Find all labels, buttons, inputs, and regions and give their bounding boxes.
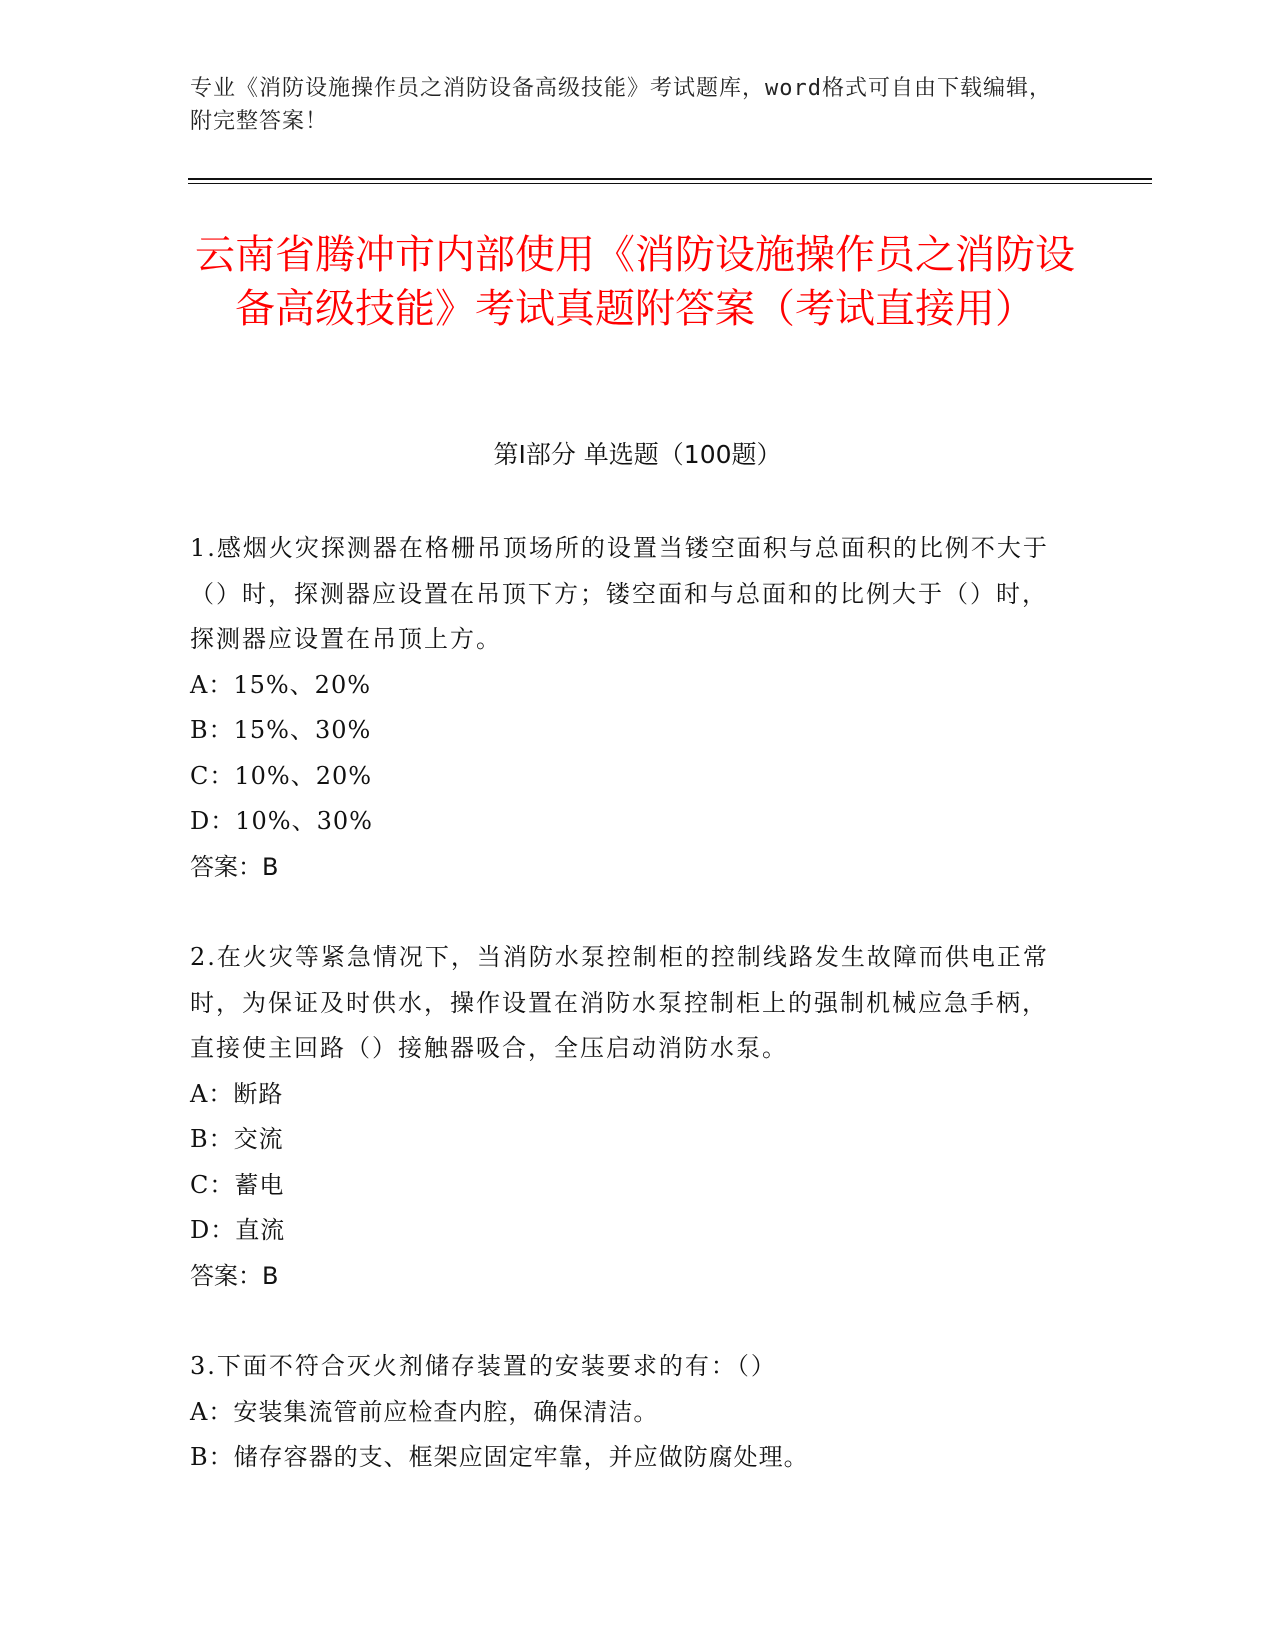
option-a: A：断路 (190, 1079, 284, 1108)
option-a: A：安装集流管前应检查内腔，确保清洁。 (190, 1397, 659, 1426)
header-divider (188, 178, 1152, 184)
option-b: B：交流 (190, 1125, 284, 1153)
section-title: 第I部分 单选题（100题） (493, 440, 782, 469)
question-stem: 1.感烟火灾探测器在格栅吊顶场所的设置当镂空面积与总面积的比例不大于（）时，探测器应设置在吊顶下方；镂空面和与总面和的比例大于（）时，探测器应设置在吊顶上方。 (190, 534, 1049, 653)
option-c: C：10%、20% (190, 761, 373, 790)
option-b: B：15%、30% (190, 716, 372, 744)
answer: 答案：B (190, 852, 279, 881)
question-stem: 3.下面不符合灭火剂储存装置的安装要求的有：（） (190, 1352, 777, 1380)
question-stem: 2.在火灾等紧急情况下，当消防水泵控制柜的控制线路发生故障而供电正常时，为保证及时供水，操作设置在消防水泵控制柜上的强制机械应急手柄，直接使主回路（）接触器吸合，全压启动消防水泵。 (190, 943, 1049, 1062)
option-c: C：蓄电 (190, 1170, 285, 1199)
document-title: 云南省腾冲市内部使用《消防设施操作员之消防设备高级技能》考试真题附答案（考试直接用） (195, 232, 1075, 332)
question-1 (190, 526, 1070, 890)
option-a: A：15%、20% (190, 670, 372, 699)
option-d: D：10%、30% (190, 807, 373, 835)
option-d: D：直流 (190, 1216, 286, 1244)
answer: 答案：B (190, 1261, 279, 1290)
question-3 (190, 1344, 1070, 1481)
header-note: 专业《消防设施操作员之消防设备高级技能》考试题库，word格式可自由下载编辑，附完整答案！ (190, 76, 1052, 134)
question-2 (190, 935, 1070, 1299)
option-b: B：储存容器的支、框架应固定牢靠，并应做防腐处理。 (190, 1443, 809, 1471)
